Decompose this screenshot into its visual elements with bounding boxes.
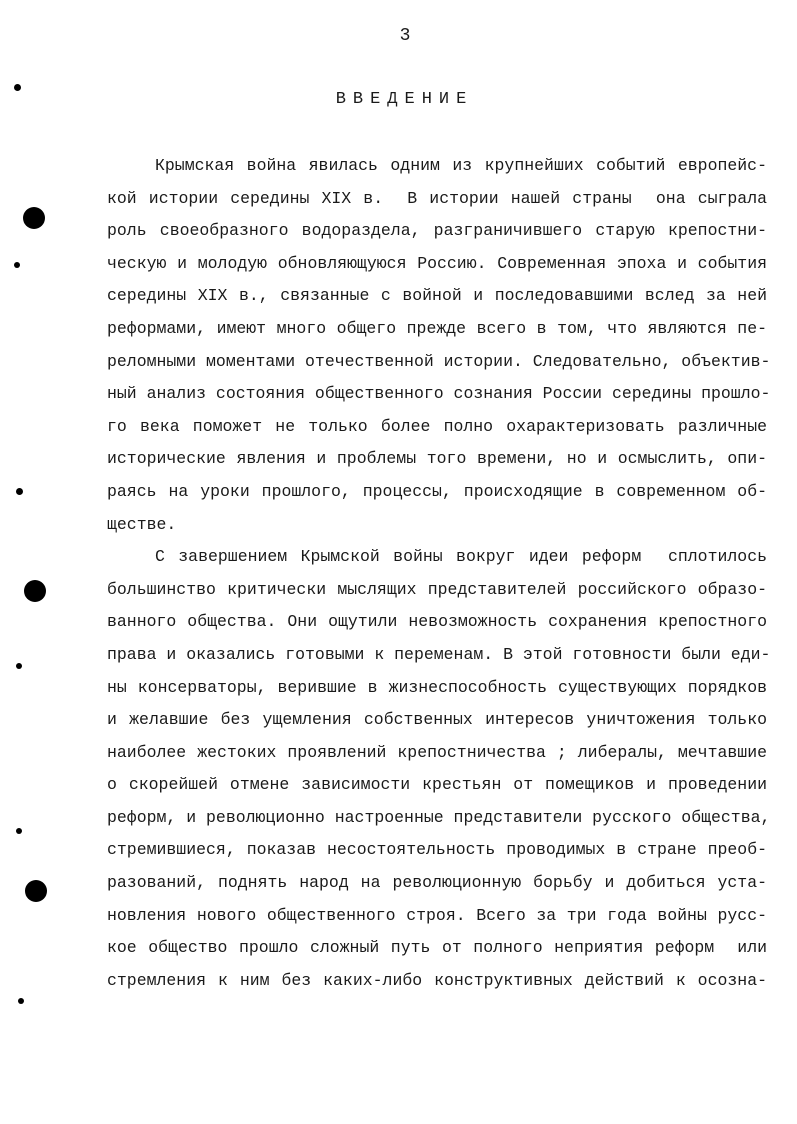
text-line: права и оказались готовыми к переменам. В этой готовности были еди- [107, 644, 771, 664]
body-text [107, 150, 771, 997]
text-line: С завершением Крымской войны вокруг идеи реформ сплотилось [155, 547, 767, 567]
text-line: о скорейшей отмене зависимости крестьян от помещиков и проведении [107, 775, 767, 795]
speck-1 [14, 84, 21, 91]
text-line: реформами, имеют много общего прежде всего в том, что являются пе- [107, 318, 767, 338]
text-line: и желавшие без ущемления собственных интересов уничтожения только [107, 710, 767, 730]
text-line: новления нового общественного строя. Всего за три года войны русс- [107, 905, 767, 925]
speck-5 [16, 828, 22, 834]
text-line: стремившиеся, показав несостоятельность проводимых в стране преоб- [107, 840, 767, 860]
text-line: го века поможет не только более полно охарактеризовать различные [107, 416, 767, 436]
speck-3 [16, 488, 23, 495]
text-line: роль своеобразного водораздела, разграничившего старую крепостни- [107, 221, 767, 241]
text-line: реломными моментами отечественной истории. Следовательно, объектив- [107, 351, 771, 371]
section-title: ВВЕДЕНИЕ [335, 90, 474, 109]
punch-hole-1 [23, 207, 45, 229]
text-line: ванного общества. Они ощутили невозможность сохранения крепостного [107, 612, 767, 632]
text-line: ществе. [107, 514, 177, 534]
speck-4 [16, 663, 22, 669]
text-line: реформ, и революционно настроенные представители русского общества, [107, 807, 771, 827]
page-number: 3 [399, 26, 411, 46]
text-line: исторические явления и проблемы того времени, но и осмыслить, опи- [107, 449, 767, 469]
text-line: ный анализ состояния общественного сознания России середины прошло- [107, 384, 771, 404]
text-line: наиболее жестоких проявлений крепостничества ; либералы, мечтавшие [107, 742, 767, 762]
text-line: Крымская война явилась одним из крупнейших событий европейс- [155, 156, 767, 175]
text-line: кой истории середины XIX в. В истории нашей страны она сыграла [107, 188, 767, 208]
text-line: стремления к ним без каких-либо конструктивных действий к осозна- [107, 970, 767, 990]
text-line: кое общество прошло сложный путь от полного неприятия реформ или [107, 938, 767, 958]
speck-2 [14, 262, 20, 268]
text-line: разований, поднять народ на революционную борьбу и добиться уста- [107, 873, 767, 893]
text-line: большинство критически мыслящих представителей российского образо- [107, 579, 767, 599]
speck-6 [18, 998, 24, 1004]
text-line: раясь на уроки прошлого, процессы, происходящие в современном об- [107, 481, 767, 501]
text-line: ческую и молодую обновляющуюся Россию. Современная эпоха и события [107, 253, 767, 273]
punch-hole-2 [24, 580, 46, 602]
text-line: середины XIX в., связанные с войной и последовавшими вслед за ней [107, 286, 767, 306]
punch-hole-3 [25, 880, 47, 902]
text-line: ны консерваторы, верившие в жизнеспособность существующих порядков [107, 677, 767, 697]
